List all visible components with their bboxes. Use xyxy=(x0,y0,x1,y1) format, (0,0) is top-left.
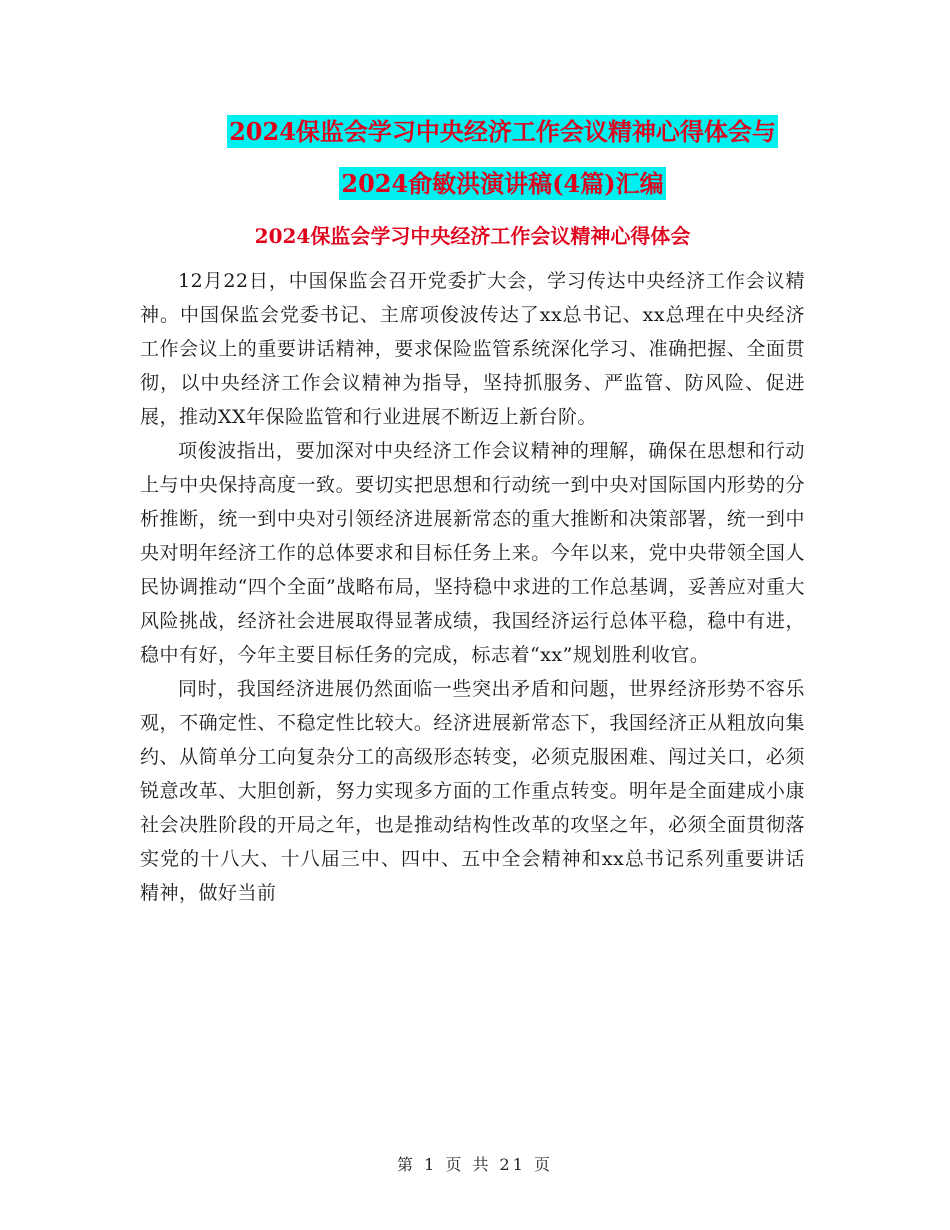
document-title-line1: 2024保监会学习中央经济工作会议精神心得体会与 xyxy=(229,117,776,146)
paragraph: 同时，我国经济进展仍然面临一些突出矛盾和问题，世界经济形势不容乐观，不确定性、不稳定性比较大。经济进展新常态下，我国经济正从粗放向集约、从简单分工向复杂分工的高级形态转变，必须克服困难、闯过关口，必须锐意改革、大胆创新，努力实现多方面的工作重点转变。明年是全面建成小康社会决胜阶段的开局之年，也是推动结构性改革的攻坚之年，必须全面贯彻落实党的十八大、十八届三中、四中、五中全会精神和xx总书记系列重要讲话精神，做好当前 xyxy=(140,678,805,904)
paragraph: 12月22日，中国保监会召开党委扩大会，学习传达中央经济工作会议精神。中国保监会党委书记、主席项俊波传达了xx总书记、xx总理在中央经济工作会议上的重要讲话精神，要求保险监管系统深化学习、准确把握、全面贯彻，以中央经济工作会议精神为指导，坚持抓服务、严监管、防风险、促进展，推动XX年保险监管和行业进展不断迈上新台阶。 xyxy=(140,270,805,428)
paragraph: 项俊波指出，要加深对中央经济工作会议精神的理解，确保在思想和行动上与中央保持高度一致。要切实把思想和行动统一到中央对国际国内形势的分析推断，统一到中央对引领经济进展新常态的重大推断和决策部署，统一到中央对明年经济工作的总体要求和目标任务上来。今年以来，党中央带领全国人民协调推动“四个全面”战略布局，坚持稳中求进的工作总基调，妥善应对重大风险挑战，经济社会进展取得显著成绩，我国经济运行总体平稳，稳中有进，稳中有好，今年主要目标任务的完成，标志着“xx”规划胜利收官。 xyxy=(140,440,805,666)
document-title-line2: 2024俞敏洪演讲稿(4篇)汇编 xyxy=(341,169,664,198)
document-body xyxy=(140,264,805,910)
page-number-footer: 第 1 页 共 21 页 xyxy=(397,1155,553,1174)
section-title: 2024保监会学习中央经济工作会议精神心得体会 xyxy=(254,224,691,248)
document-title xyxy=(140,106,865,210)
